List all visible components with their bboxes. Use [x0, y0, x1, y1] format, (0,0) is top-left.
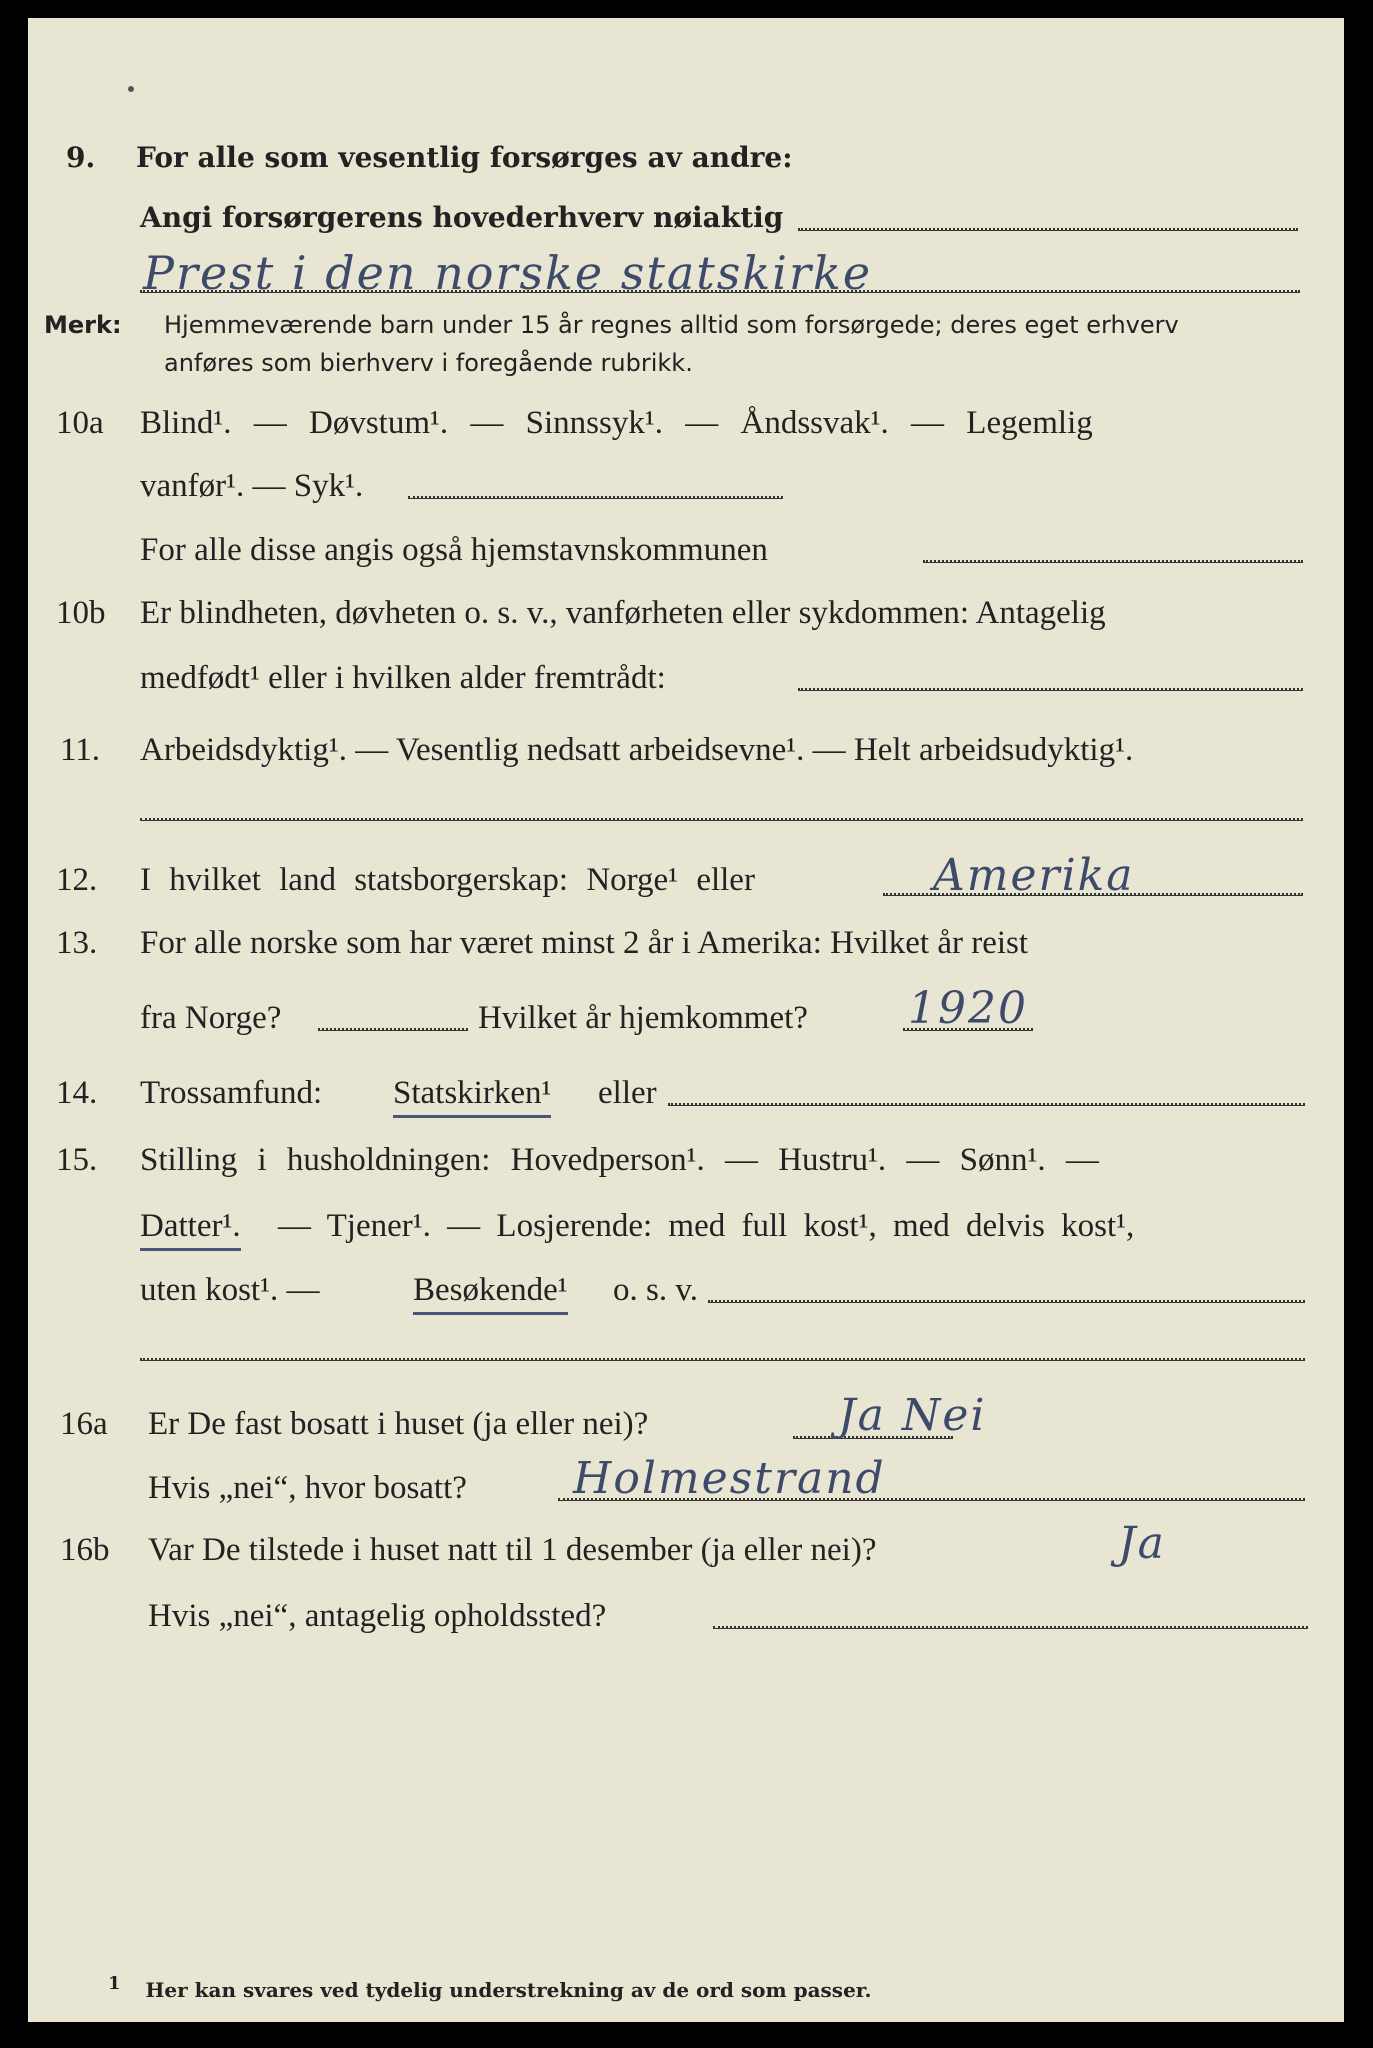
q12-handwritten-answer: Amerika [933, 850, 1135, 901]
q10a-answer-line-2 [923, 560, 1303, 562]
q10a-number: 10a [56, 405, 104, 441]
q16b-number: 16b [60, 1532, 110, 1568]
q13-number: 13. [56, 925, 98, 961]
q15-number: 15. [56, 1142, 98, 1178]
q16a-text: Er De fast bosatt i huset (ja eller nei)? [148, 1406, 649, 1442]
q13-handwritten-year: 1920 [908, 983, 1028, 1034]
q9-answer-line [798, 228, 1298, 230]
q15-text-3a: uten kost¹. — [140, 1272, 320, 1308]
q15-text: Stilling i husholdningen: Hovedperson¹. — Hustru¹. — Sønn¹. — [140, 1142, 1099, 1178]
q9-handwritten-answer: Prest i den norske statskirke [143, 246, 873, 300]
q11-number: 11. [60, 732, 101, 768]
footnote-marker: 1 [108, 1973, 121, 1994]
q15-text-3b: o. s. v. [613, 1272, 698, 1308]
q10a-text-2: vanfør¹. — Syk¹. [140, 468, 364, 504]
q16b-text-2: Hvis „nei“, antagelig opholdssted? [148, 1598, 607, 1634]
q13-departure-line [318, 1028, 468, 1030]
q16b-answer-line [713, 1626, 1308, 1628]
footnote [108, 1973, 871, 2002]
q10a-text-3: For alle disse angis også hjemstavnskommunen [140, 532, 768, 568]
q13-text-2b: Hvilket år hjemkommet? [478, 1000, 808, 1036]
q10b-text: Er blindheten, døvheten o. s. v., vanførheten eller sykdommen: Antagelig [140, 595, 1106, 631]
paper-speck [128, 86, 134, 92]
q16a-handwritten-answer: Ja Nei [838, 1390, 987, 1441]
q12-number: 12. [56, 862, 98, 898]
q14-number: 14. [56, 1075, 98, 1111]
note-block [44, 306, 1179, 377]
q16b-handwritten-answer: Ja [1118, 1518, 1166, 1569]
q14-or: eller [598, 1075, 657, 1111]
q10a-text: Blind¹. — Døvstum¹. — Sinnssyk¹. — Åndssvak¹. — Legemlig [140, 405, 1093, 441]
q11-answer-line [140, 818, 1303, 820]
note-label: Merk: [44, 311, 122, 339]
q16a-number: 16a [60, 1406, 108, 1442]
q9-number: 9. [66, 141, 96, 174]
note-line-1: Hjemmeværende barn under 15 år regnes alltid som forsørgede; deres eget erhverv [164, 311, 1179, 339]
q14-answer-line [668, 1103, 1305, 1105]
q9-sub-text: Angi forsørgerens hovederhverv nøiaktig [140, 201, 784, 234]
q13-text: For alle norske som har været minst 2 år i Amerika: Hvilket år reist [140, 925, 1029, 961]
q10a-answer-line [408, 496, 783, 498]
census-form-page [28, 18, 1344, 2022]
q9-answer-line-2 [140, 290, 1300, 292]
q12-text: I hvilket land statsborgerskap: Norge¹ eller [140, 862, 755, 898]
q9-text: For alle som vesentlig forsørges av andre: [136, 141, 793, 174]
q15-text-2: — Tjener¹. — Losjerende: med full kost¹, med delvis kost¹, [278, 1208, 1135, 1244]
q15-option-besokende: Besøkende¹ [413, 1270, 568, 1315]
footnote-text: Her kan svares ved tydelig understrekning av de ord som passer. [145, 1977, 872, 2002]
q16a-handwritten-place: Holmestrand [573, 1453, 886, 1504]
q14-label: Trossamfund: [140, 1075, 323, 1111]
q13-text-2a: fra Norge? [140, 1000, 282, 1036]
q14-option-statskirken: Statskirken¹ [393, 1073, 551, 1118]
q10b-text-2: medfødt¹ eller i hvilken alder fremtrådt: [140, 660, 666, 696]
q15-option-datter: Datter¹. [140, 1206, 241, 1251]
q16b-text: Var De tilstede i huset natt til 1 desember (ja eller nei)? [148, 1532, 877, 1568]
note-line-2: anføres som bierhverv i foregående rubrikk. [164, 349, 693, 377]
q15-answer-line [708, 1300, 1305, 1302]
q16a-text-2: Hvis „nei“, hvor bosatt? [148, 1470, 467, 1506]
q15-answer-line-2 [140, 1358, 1305, 1360]
q10b-answer-line [798, 688, 1303, 690]
q11-text: Arbeidsdyktig¹. — Vesentlig nedsatt arbeidsevne¹. — Helt arbeidsudyktig¹. [140, 732, 1134, 768]
q10b-number: 10b [56, 595, 106, 631]
